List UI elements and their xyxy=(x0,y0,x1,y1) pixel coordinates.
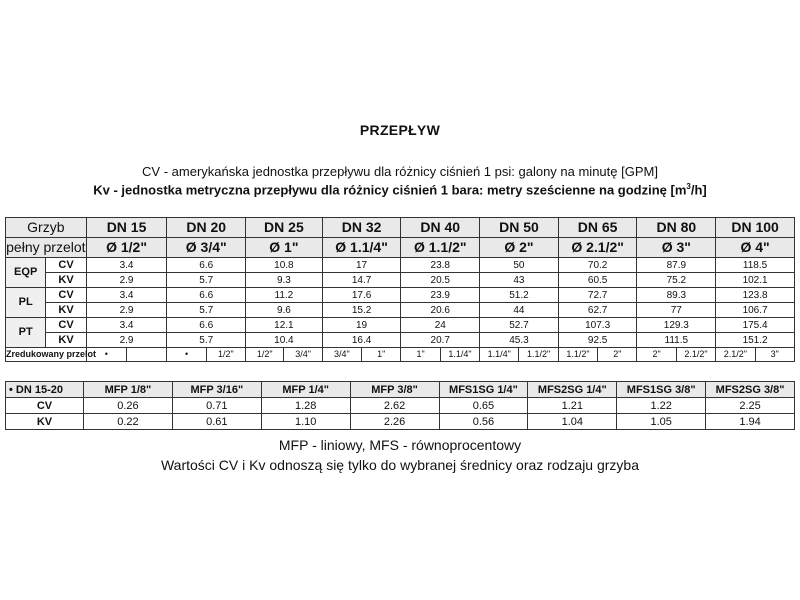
table-cell: 1.21 xyxy=(528,398,617,414)
table-cell: 43 xyxy=(480,273,559,288)
table-cell: 62.7 xyxy=(558,303,637,318)
reduced-bore-cell xyxy=(127,348,167,362)
diameter-header: Ø 1.1/2" xyxy=(401,238,480,258)
table-cell: 2.62 xyxy=(350,398,439,414)
reduced-bore-cell: 1.1/2" xyxy=(558,348,597,362)
table-cell: 3.4 xyxy=(86,318,167,333)
reduced-bore-label: Zredukowany przelot xyxy=(6,348,87,362)
model-header: MFP 3/8" xyxy=(350,382,439,398)
reduced-bore-cell: 2" xyxy=(598,348,637,362)
table-cell: 10.4 xyxy=(246,333,323,348)
table-cell: 175.4 xyxy=(716,318,795,333)
valve-type-label: EQP xyxy=(6,258,46,288)
table-cell: 14.7 xyxy=(322,273,401,288)
table-cell: 2.9 xyxy=(86,303,167,318)
dn-header: DN 20 xyxy=(167,218,246,238)
diameter-header: Ø 3" xyxy=(637,238,716,258)
table-cell: 0.71 xyxy=(172,398,261,414)
table-cell: 3.4 xyxy=(86,258,167,273)
table-cell: 72.7 xyxy=(558,288,637,303)
table-cell: 77 xyxy=(637,303,716,318)
table-row xyxy=(6,258,795,273)
table-cell: 1.94 xyxy=(706,414,795,430)
row-unit-label: CV xyxy=(46,318,86,333)
reduced-bore-cell: 1" xyxy=(401,348,440,362)
table-cell: 23.8 xyxy=(401,258,480,273)
reduced-bore-cell: • xyxy=(167,348,206,362)
dn-header: DN 40 xyxy=(401,218,480,238)
reduced-bore-cell: 1.1/4" xyxy=(440,348,479,362)
table-cell: 0.22 xyxy=(84,414,173,430)
reduced-bore-row xyxy=(6,348,795,362)
table-cell: 151.2 xyxy=(716,333,795,348)
valve-type-label: PT xyxy=(6,318,46,348)
reduced-bore-cell: 1/2" xyxy=(206,348,245,362)
table-cell: 5.7 xyxy=(167,333,246,348)
diameter-header: Ø 1" xyxy=(246,238,323,258)
table-cell: 107.3 xyxy=(558,318,637,333)
description xyxy=(0,164,800,197)
table-row xyxy=(6,398,795,414)
table-cell: 5.7 xyxy=(167,273,246,288)
table-cell: 102.1 xyxy=(716,273,795,288)
dn-header: DN 80 xyxy=(637,218,716,238)
table-cell: 2.26 xyxy=(350,414,439,430)
table-cell: 10.8 xyxy=(246,258,323,273)
table-cell: 17.6 xyxy=(322,288,401,303)
cv-definition: CV - amerykańska jednostka przepływu dla różnicy ciśnień 1 psi: galony na minutę [GPM] xyxy=(142,164,658,179)
table2-corner: • DN 15-20 xyxy=(6,382,84,398)
flow-table-mfp-mfs xyxy=(5,381,795,430)
table-cell: 9.3 xyxy=(246,273,323,288)
table-cell: 50 xyxy=(480,258,559,273)
table-cell: 11.2 xyxy=(246,288,323,303)
note-cv-kv: Wartości CV i Kv odnoszą się tylko do wybranej średnicy oraz rodzaju grzyba xyxy=(160,457,640,473)
kv-definition-end: /h] xyxy=(690,182,707,198)
table-cell: 75.2 xyxy=(637,273,716,288)
table-cell: 123.8 xyxy=(716,288,795,303)
table-cell: 52.7 xyxy=(480,318,559,333)
table-cell: 15.2 xyxy=(322,303,401,318)
model-header: MFP 1/4" xyxy=(261,382,350,398)
table-cell: 1.10 xyxy=(261,414,350,430)
corner-grzyb: Grzyb xyxy=(6,218,87,238)
kv-definition xyxy=(0,179,800,197)
reduced-bore-cell: 1.1/4" xyxy=(480,348,519,362)
table-cell: 0.56 xyxy=(439,414,528,430)
reduced-bore-cell: 3/4" xyxy=(322,348,361,362)
reduced-bore-cell: • xyxy=(86,348,126,362)
model-header: MFS2SG 3/8" xyxy=(706,382,795,398)
table-cell: 9.6 xyxy=(246,303,323,318)
reduced-bore-cell: 1/2" xyxy=(246,348,284,362)
table-row xyxy=(6,288,795,303)
model-header: MFS1SG 1/4" xyxy=(439,382,528,398)
table-row xyxy=(6,318,795,333)
table-cell: 87.9 xyxy=(637,258,716,273)
row-unit-label: CV xyxy=(6,398,84,414)
flow-table-dn xyxy=(5,217,795,362)
dn-header: DN 15 xyxy=(86,218,167,238)
table-cell: 23.9 xyxy=(401,288,480,303)
table-cell: 5.7 xyxy=(167,303,246,318)
table-cell: 2.9 xyxy=(86,333,167,348)
model-header: MFS1SG 3/8" xyxy=(617,382,706,398)
diameter-header: Ø 3/4" xyxy=(167,238,246,258)
reduced-bore-cell: 1.1/2" xyxy=(519,348,558,362)
kv-definition-text: Kv - jednostka metryczna przepływu dla różnicy ciśnień 1 bara: metry sześcienne na godzinę [m xyxy=(93,182,687,198)
model-header: MFS2SG 1/4" xyxy=(528,382,617,398)
table1-dn-row xyxy=(6,218,795,238)
table-cell: 20.7 xyxy=(401,333,480,348)
table-cell: 20.6 xyxy=(401,303,480,318)
table-cell: 92.5 xyxy=(558,333,637,348)
table-cell: 12.1 xyxy=(246,318,323,333)
table-cell: 118.5 xyxy=(716,258,795,273)
row-unit-label: CV xyxy=(46,288,86,303)
model-header: MFP 3/16" xyxy=(172,382,261,398)
diameter-header: Ø 4" xyxy=(716,238,795,258)
diameter-header: Ø 1/2" xyxy=(86,238,167,258)
dn-header: DN 32 xyxy=(322,218,401,238)
dn-header: DN 100 xyxy=(716,218,795,238)
table-cell: 3.4 xyxy=(86,288,167,303)
table-cell: 6.6 xyxy=(167,288,246,303)
table1-diam-row xyxy=(6,238,795,258)
row-unit-label: KV xyxy=(46,333,86,348)
table-cell: 6.6 xyxy=(167,318,246,333)
table-cell: 0.61 xyxy=(172,414,261,430)
table-cell: 44 xyxy=(480,303,559,318)
table-cell: 17 xyxy=(322,258,401,273)
diameter-header: Ø 2" xyxy=(480,238,559,258)
kv-definition-sup: 3 xyxy=(686,182,691,191)
row-unit-label: KV xyxy=(6,414,84,430)
table-cell: 0.26 xyxy=(84,398,173,414)
reduced-bore-cell: 3" xyxy=(755,348,795,362)
table-cell: 1.04 xyxy=(528,414,617,430)
table-cell: 1.05 xyxy=(617,414,706,430)
table-cell: 0.65 xyxy=(439,398,528,414)
table-cell: 70.2 xyxy=(558,258,637,273)
table-row xyxy=(6,414,795,430)
table-cell: 89.3 xyxy=(637,288,716,303)
corner-pelny-przelot: pełny przelot xyxy=(6,238,87,258)
table-cell: 2.9 xyxy=(86,273,167,288)
table-cell: 2.25 xyxy=(706,398,795,414)
dn-header: DN 65 xyxy=(558,218,637,238)
table-cell: 129.3 xyxy=(637,318,716,333)
reduced-bore-cell: 2.1/2" xyxy=(716,348,755,362)
row-unit-label: CV xyxy=(46,258,86,273)
table-row xyxy=(6,273,795,288)
model-header: MFP 1/8" xyxy=(84,382,173,398)
diameter-header: Ø 2.1/2" xyxy=(558,238,637,258)
table-cell: 1.28 xyxy=(261,398,350,414)
page-title: PRZEPŁYW xyxy=(359,122,441,138)
table-cell: 16.4 xyxy=(322,333,401,348)
row-unit-label: KV xyxy=(46,303,86,318)
table-row xyxy=(6,333,795,348)
table-cell: 24 xyxy=(401,318,480,333)
reduced-bore-cell: 1" xyxy=(362,348,401,362)
table-row xyxy=(6,303,795,318)
table-cell: 45.3 xyxy=(480,333,559,348)
reduced-bore-cell: 3/4" xyxy=(284,348,322,362)
table-cell: 60.5 xyxy=(558,273,637,288)
table-cell: 20.5 xyxy=(401,273,480,288)
row-unit-label: KV xyxy=(46,273,86,288)
diameter-header: Ø 1.1/4" xyxy=(322,238,401,258)
note-mfp-mfs: MFP - liniowy, MFS - równoprocentowy xyxy=(278,437,522,453)
table-cell: 6.6 xyxy=(167,258,246,273)
dn-header: DN 25 xyxy=(246,218,323,238)
table-cell: 106.7 xyxy=(716,303,795,318)
table-cell: 1.22 xyxy=(617,398,706,414)
table-cell: 51.2 xyxy=(480,288,559,303)
reduced-bore-cell: 2" xyxy=(637,348,676,362)
table-cell: 111.5 xyxy=(637,333,716,348)
valve-type-label: PL xyxy=(6,288,46,318)
dn-header: DN 50 xyxy=(480,218,559,238)
reduced-bore-cell: 2.1/2" xyxy=(676,348,715,362)
table2-header-row xyxy=(6,382,795,398)
table-cell: 19 xyxy=(322,318,401,333)
